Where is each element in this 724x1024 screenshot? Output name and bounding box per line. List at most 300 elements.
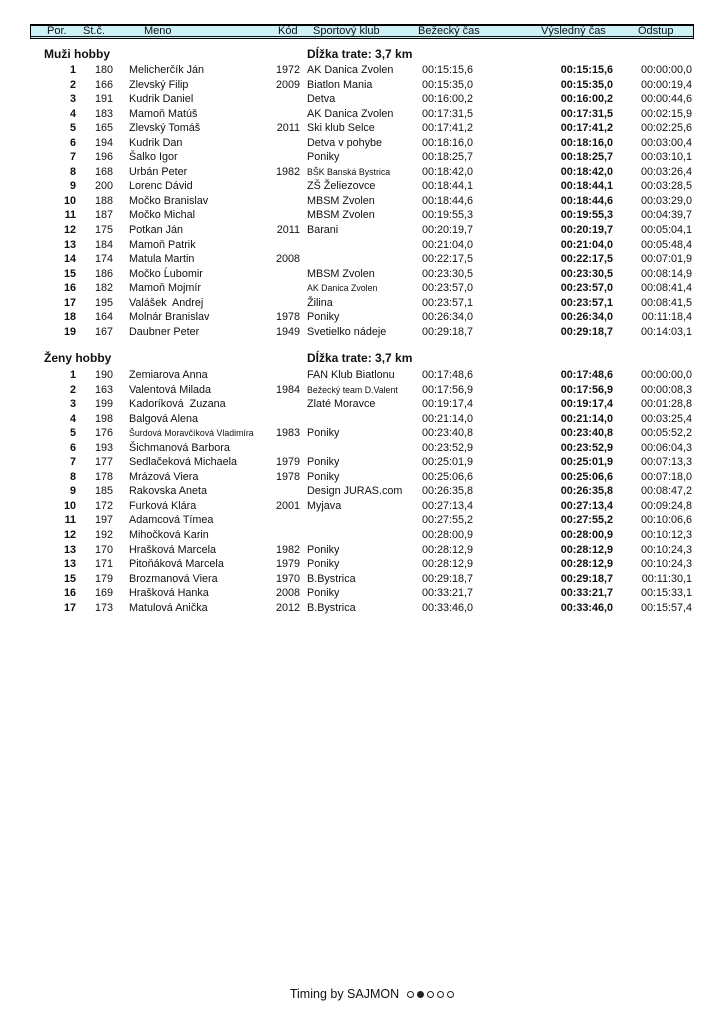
cell-club: Poniky bbox=[307, 587, 340, 600]
cell-bib-number: 172 bbox=[94, 499, 113, 512]
cell-final-time: 00:17:56,9 bbox=[560, 383, 613, 396]
cell-run-time: 00:27:13,4 bbox=[422, 499, 474, 512]
cell-position: 11 bbox=[64, 209, 76, 222]
cell-final-time: 00:23:30,5 bbox=[560, 267, 613, 280]
cell-final-time: 00:29:18,7 bbox=[560, 572, 613, 585]
cell-club: Poniky bbox=[307, 311, 340, 324]
table-row bbox=[0, 63, 724, 78]
cell-run-time: 00:25:06,6 bbox=[422, 470, 474, 483]
cell-bib-number: 196 bbox=[94, 151, 113, 164]
cell-name: Mamoň Patrik bbox=[129, 238, 196, 251]
cell-name: Mrázová Viera bbox=[129, 470, 199, 483]
cell-name: Potkan Ján bbox=[129, 224, 184, 237]
cell-name: Šurdová Moravčíková Vladimíra bbox=[129, 428, 254, 439]
cell-bib-number: 185 bbox=[94, 485, 113, 498]
cell-run-time: 00:25:01,9 bbox=[422, 456, 474, 469]
table-row bbox=[0, 383, 724, 398]
cell-club: MBSM Zvolen bbox=[307, 267, 375, 280]
cell-final-time: 00:23:57,0 bbox=[560, 282, 613, 295]
column-header-position: Por. bbox=[47, 25, 67, 37]
cell-bib-number: 198 bbox=[94, 412, 113, 425]
table-row bbox=[0, 267, 724, 282]
cell-name: Zemiarova Anna bbox=[129, 369, 208, 381]
cell-gap: 00:08:41,5 bbox=[640, 296, 692, 309]
cell-run-time: 00:28:00,9 bbox=[422, 529, 474, 542]
cell-name: Rakovska Aneta bbox=[129, 485, 208, 498]
cell-run-time: 00:26:34,0 bbox=[422, 311, 474, 324]
cell-final-time: 00:18:16,0 bbox=[560, 136, 613, 149]
table-row bbox=[0, 107, 724, 122]
cell-name: Šalko Igor bbox=[129, 151, 178, 164]
section-distance: Dĺžka trate: 3,7 km bbox=[307, 351, 413, 365]
cell-gap: 00:00:44,6 bbox=[640, 93, 692, 106]
cell-gap: 00:07:01,9 bbox=[640, 253, 692, 266]
cell-final-time: 00:28:12,9 bbox=[560, 543, 613, 556]
column-header-run-time: Bežecký čas bbox=[418, 25, 480, 37]
cell-club: AK Danica Zvolen bbox=[307, 107, 394, 120]
cell-position: 10 bbox=[63, 499, 76, 512]
cell-bib-number: 199 bbox=[94, 398, 113, 411]
cell-name: Daubner Peter bbox=[129, 325, 200, 338]
cell-bib-number: 183 bbox=[94, 107, 113, 120]
cell-club: Poniky bbox=[307, 427, 340, 440]
cell-run-time: 00:29:18,7 bbox=[422, 325, 474, 338]
cell-club: Žilina bbox=[307, 296, 333, 309]
cell-position: 1 bbox=[69, 369, 76, 381]
cell-final-time: 00:18:42,0 bbox=[560, 165, 613, 178]
cell-bib-number: 188 bbox=[94, 194, 113, 207]
cell-position: 14 bbox=[63, 253, 76, 266]
cell-run-time: 00:29:18,7 bbox=[422, 572, 474, 585]
cell-bib-number: 171 bbox=[94, 558, 113, 571]
cell-year-code: 2011 bbox=[276, 224, 300, 237]
cell-bib-number: 166 bbox=[94, 78, 113, 91]
cell-bib-number: 173 bbox=[94, 601, 113, 614]
cell-club: Detva v pohybe bbox=[307, 136, 383, 149]
cell-bib-number: 179 bbox=[94, 572, 113, 585]
cell-year-code: 1970 bbox=[275, 572, 300, 585]
cell-final-time: 00:18:25,7 bbox=[560, 151, 613, 164]
cell-position: 7 bbox=[69, 151, 76, 164]
table-row bbox=[0, 78, 724, 93]
cell-bib-number: 182 bbox=[94, 282, 113, 295]
cell-position: 16 bbox=[63, 587, 76, 600]
cell-bib-number: 194 bbox=[94, 136, 113, 149]
cell-final-time: 00:33:46,0 bbox=[560, 601, 613, 614]
cell-run-time: 00:19:17,4 bbox=[422, 398, 474, 411]
cell-club: Poniky bbox=[307, 456, 340, 469]
table-row bbox=[0, 499, 724, 514]
cell-name: Urbán Peter bbox=[129, 165, 188, 178]
cell-gap: 00:03:00,4 bbox=[640, 136, 692, 149]
cell-final-time: 00:27:13,4 bbox=[560, 499, 613, 512]
cell-final-time: 00:27:55,2 bbox=[560, 514, 613, 527]
cell-run-time: 00:23:57,1 bbox=[422, 296, 474, 309]
cell-position: 18 bbox=[63, 311, 76, 324]
cell-gap: 00:10:24,3 bbox=[640, 558, 692, 571]
cell-position: 17 bbox=[63, 296, 76, 309]
cell-final-time: 00:22:17,5 bbox=[560, 253, 613, 266]
cell-club: Detva bbox=[307, 93, 336, 106]
cell-bib-number: 174 bbox=[94, 253, 113, 266]
cell-year-code: 1979 bbox=[275, 558, 300, 571]
cell-gap: 00:00:00,0 bbox=[640, 369, 692, 381]
table-row bbox=[0, 455, 724, 470]
cell-position: 11 bbox=[64, 514, 76, 527]
cell-run-time: 00:23:57,0 bbox=[422, 282, 474, 295]
cell-bib-number: 167 bbox=[94, 325, 113, 338]
cell-gap: 00:05:52,2 bbox=[640, 427, 692, 440]
cell-name: Melicherčík Ján bbox=[129, 64, 205, 76]
pagination-dots bbox=[407, 991, 454, 998]
cell-club: Svetielko nádeje bbox=[307, 325, 387, 338]
cell-bib-number: 163 bbox=[94, 383, 113, 396]
cell-gap: 00:03:28,5 bbox=[640, 180, 692, 193]
table-row bbox=[0, 601, 724, 616]
cell-bib-number: 186 bbox=[94, 267, 113, 280]
cell-name: Valášek Andrej bbox=[129, 296, 204, 309]
cell-year-code: 2001 bbox=[275, 499, 300, 512]
cell-gap: 00:11:18,4 bbox=[641, 311, 692, 324]
table-row bbox=[0, 238, 724, 253]
cell-gap: 00:02:15,9 bbox=[640, 107, 692, 120]
column-header-final-time: Výsledný čas bbox=[541, 25, 606, 37]
cell-position: 2 bbox=[69, 383, 76, 396]
table-row bbox=[0, 136, 724, 151]
cell-name: Adamcová Tímea bbox=[129, 514, 214, 527]
table-row bbox=[0, 165, 724, 180]
cell-final-time: 00:23:52,9 bbox=[560, 441, 613, 454]
cell-gap: 00:11:30,1 bbox=[641, 572, 692, 585]
cell-name: Sedlačeková Michaela bbox=[129, 456, 238, 469]
cell-bib-number: 197 bbox=[94, 514, 113, 527]
cell-year-code: 2009 bbox=[275, 78, 300, 91]
cell-club: ZŠ Želiezovce bbox=[307, 180, 376, 193]
table-row bbox=[0, 586, 724, 601]
table-row bbox=[0, 368, 724, 383]
cell-run-time: 00:23:30,5 bbox=[422, 267, 474, 280]
cell-gap: 00:08:14,9 bbox=[640, 267, 692, 280]
cell-year-code: 1979 bbox=[275, 456, 300, 469]
cell-run-time: 00:18:25,7 bbox=[422, 151, 474, 164]
cell-name: Kudrik Daniel bbox=[129, 93, 194, 106]
cell-position: 3 bbox=[69, 93, 76, 106]
cell-name: Zlevský Filip bbox=[129, 78, 189, 91]
cell-year-code: 2008 bbox=[275, 587, 300, 600]
cell-year-code: 2008 bbox=[275, 253, 300, 266]
table-row bbox=[0, 92, 724, 107]
cell-gap: 00:03:25,4 bbox=[640, 412, 692, 425]
table-row bbox=[0, 484, 724, 499]
table-row bbox=[0, 194, 724, 209]
cell-bib-number: 178 bbox=[94, 470, 113, 483]
cell-name: Močko Ĺubomir bbox=[129, 267, 203, 280]
cell-position: 9 bbox=[69, 180, 76, 193]
table-row bbox=[0, 310, 724, 325]
cell-bib-number: 176 bbox=[94, 427, 113, 440]
cell-final-time: 00:19:55,3 bbox=[560, 209, 613, 222]
cell-bib-number: 192 bbox=[94, 529, 113, 542]
cell-club: Biatlon Mania bbox=[307, 78, 373, 91]
column-header-gap: Odstup bbox=[638, 25, 674, 37]
cell-bib-number: 200 bbox=[94, 180, 113, 193]
table-row bbox=[0, 513, 724, 528]
cell-club: FAN Klub Biatlonu bbox=[307, 369, 395, 381]
cell-run-time: 00:18:44,1 bbox=[422, 180, 474, 193]
cell-run-time: 00:26:35,8 bbox=[422, 485, 474, 498]
cell-position: 3 bbox=[69, 398, 76, 411]
cell-run-time: 00:18:16,0 bbox=[422, 136, 474, 149]
cell-position: 5 bbox=[69, 122, 76, 135]
cell-name: Lorenc Dávid bbox=[129, 180, 193, 193]
cell-club: Poniky bbox=[307, 558, 340, 571]
footer bbox=[10, 985, 724, 1003]
table-row bbox=[0, 150, 724, 165]
dot-empty-icon bbox=[447, 991, 454, 998]
column-header-club: Športový klub bbox=[313, 25, 380, 37]
cell-gap: 00:15:57,4 bbox=[640, 601, 692, 614]
cell-position: 6 bbox=[69, 441, 76, 454]
cell-year-code: 1984 bbox=[275, 383, 300, 396]
cell-final-time: 00:26:34,0 bbox=[560, 311, 613, 324]
cell-final-time: 00:33:21,7 bbox=[560, 587, 613, 600]
cell-gap: 00:03:26,4 bbox=[640, 165, 692, 178]
cell-bib-number: 193 bbox=[94, 441, 113, 454]
cell-year-code: 1982 bbox=[275, 165, 300, 178]
table-row bbox=[0, 412, 724, 427]
cell-name: Matula Martin bbox=[129, 253, 195, 266]
cell-bib-number: 187 bbox=[94, 209, 113, 222]
table-row bbox=[0, 223, 724, 238]
cell-final-time: 00:19:17,4 bbox=[560, 398, 613, 411]
cell-bib-number: 170 bbox=[94, 543, 113, 556]
cell-year-code: 1978 bbox=[275, 470, 300, 483]
cell-club: Myjava bbox=[307, 499, 342, 512]
cell-run-time: 00:20:19,7 bbox=[422, 224, 474, 237]
table-row bbox=[0, 557, 724, 572]
cell-club: BŠK Banská Bystrica bbox=[307, 166, 391, 177]
cell-bib-number: 169 bbox=[94, 587, 113, 600]
cell-run-time: 00:17:48,6 bbox=[422, 369, 474, 381]
table-row bbox=[0, 325, 724, 340]
cell-run-time: 00:33:21,7 bbox=[422, 587, 474, 600]
section-title: Muži hobby bbox=[44, 47, 110, 61]
cell-club: B.Bystrica bbox=[307, 601, 356, 614]
cell-club: Poniky bbox=[307, 151, 340, 164]
cell-run-time: 00:16:00,2 bbox=[422, 93, 474, 106]
cell-run-time: 00:18:44,6 bbox=[422, 194, 474, 207]
cell-position: 6 bbox=[69, 136, 76, 149]
timing-credit-text: Timing by SAJMON bbox=[289, 987, 400, 1001]
cell-bib-number: 165 bbox=[94, 122, 113, 135]
table-header bbox=[30, 24, 694, 39]
cell-club: B.Bystrica bbox=[307, 572, 356, 585]
cell-run-time: 00:17:31,5 bbox=[422, 107, 474, 120]
cell-gap: 00:10:06,6 bbox=[640, 514, 692, 527]
cell-position: 4 bbox=[69, 412, 76, 425]
cell-gap: 00:05:04,1 bbox=[640, 224, 692, 237]
cell-name: Šichmanová Barbora bbox=[129, 441, 230, 454]
cell-name: Zlevský Tomáš bbox=[129, 122, 201, 135]
cell-club: MBSM Zvolen bbox=[307, 194, 375, 207]
cell-gap: 00:08:47,2 bbox=[640, 485, 692, 498]
cell-gap: 00:00:00,0 bbox=[640, 64, 692, 76]
table-row bbox=[0, 572, 724, 587]
table-row bbox=[0, 252, 724, 267]
cell-run-time: 00:15:15,6 bbox=[422, 64, 474, 76]
cell-run-time: 00:23:40,8 bbox=[422, 427, 474, 440]
cell-name: Brozmanová Viera bbox=[129, 572, 218, 585]
cell-position: 12 bbox=[63, 529, 76, 542]
cell-gap: 00:07:18,0 bbox=[640, 470, 692, 483]
table-row bbox=[0, 470, 724, 485]
cell-bib-number: 191 bbox=[94, 93, 113, 106]
cell-final-time: 00:17:31,5 bbox=[560, 107, 613, 120]
cell-final-time: 00:21:14,0 bbox=[560, 412, 613, 425]
cell-bib-number: 184 bbox=[94, 238, 113, 251]
cell-position: 1 bbox=[69, 64, 76, 76]
cell-final-time: 00:20:19,7 bbox=[560, 224, 613, 237]
cell-run-time: 00:17:56,9 bbox=[422, 383, 474, 396]
cell-run-time: 00:28:12,9 bbox=[422, 543, 474, 556]
cell-gap: 00:06:04,3 bbox=[640, 441, 692, 454]
cell-name: Valentová Milada bbox=[129, 383, 212, 396]
cell-gap: 00:08:41,4 bbox=[640, 282, 692, 295]
cell-final-time: 00:25:06,6 bbox=[560, 470, 613, 483]
table-row bbox=[0, 528, 724, 543]
cell-run-time: 00:23:52,9 bbox=[422, 441, 474, 454]
table-row bbox=[0, 296, 724, 311]
cell-final-time: 00:23:40,8 bbox=[560, 427, 613, 440]
cell-club: AK Danica Zvolen bbox=[307, 283, 378, 294]
cell-bib-number: 177 bbox=[94, 456, 113, 469]
cell-final-time: 00:15:35,0 bbox=[560, 78, 613, 91]
cell-gap: 00:10:24,3 bbox=[640, 543, 692, 556]
cell-run-time: 00:17:41,2 bbox=[422, 122, 474, 135]
cell-gap: 00:04:39,7 bbox=[640, 209, 692, 222]
cell-final-time: 00:18:44,6 bbox=[560, 194, 613, 207]
cell-position: 13 bbox=[63, 558, 76, 571]
cell-final-time: 00:26:35,8 bbox=[560, 485, 613, 498]
cell-gap: 00:03:10,1 bbox=[640, 151, 692, 164]
column-header-year-code: Kód bbox=[278, 25, 298, 37]
section-title: Ženy hobby bbox=[44, 351, 112, 365]
section-distance: Dĺžka trate: 3,7 km bbox=[307, 47, 413, 61]
cell-final-time: 00:25:01,9 bbox=[560, 456, 613, 469]
cell-final-time: 00:29:18,7 bbox=[560, 325, 613, 338]
cell-year-code: 1983 bbox=[275, 427, 300, 440]
cell-run-time: 00:21:04,0 bbox=[422, 238, 474, 251]
cell-position: 4 bbox=[69, 107, 76, 120]
cell-gap: 00:05:48,4 bbox=[640, 238, 692, 251]
cell-run-time: 00:21:14,0 bbox=[422, 412, 474, 425]
dot-empty-icon bbox=[427, 991, 434, 998]
cell-gap: 00:14:03,1 bbox=[640, 325, 692, 338]
cell-bib-number: 180 bbox=[94, 64, 113, 76]
cell-club: Barani bbox=[307, 224, 339, 237]
cell-position: 5 bbox=[69, 427, 76, 440]
dot-empty-icon bbox=[437, 991, 444, 998]
cell-position: 15 bbox=[63, 267, 76, 280]
cell-position: 8 bbox=[69, 165, 76, 178]
cell-position: 2 bbox=[69, 78, 76, 91]
table-row bbox=[0, 441, 724, 456]
dot-filled-icon bbox=[417, 991, 424, 998]
cell-club: AK Danica Zvolen bbox=[307, 64, 394, 76]
table-row bbox=[0, 179, 724, 194]
table-row bbox=[0, 543, 724, 558]
cell-position: 12 bbox=[63, 224, 76, 237]
dot-empty-icon bbox=[407, 991, 414, 998]
cell-name: Molnár Branislav bbox=[129, 311, 210, 324]
cell-bib-number: 164 bbox=[94, 311, 113, 324]
cell-bib-number: 190 bbox=[94, 369, 113, 381]
cell-final-time: 00:28:12,9 bbox=[560, 558, 613, 571]
cell-position: 9 bbox=[69, 485, 76, 498]
cell-position: 16 bbox=[63, 282, 76, 295]
cell-gap: 00:10:12,3 bbox=[640, 529, 692, 542]
cell-year-code: 1978 bbox=[275, 311, 300, 324]
cell-year-code: 1982 bbox=[275, 543, 300, 556]
cell-name: Hrašková Hanka bbox=[129, 587, 209, 600]
column-header-name: Meno bbox=[144, 25, 172, 37]
cell-final-time: 00:28:00,9 bbox=[560, 529, 613, 542]
cell-gap: 00:00:19,4 bbox=[640, 78, 692, 91]
cell-club: Zlaté Moravce bbox=[307, 398, 376, 411]
cell-position: 8 bbox=[69, 470, 76, 483]
cell-final-time: 00:23:57,1 bbox=[560, 296, 613, 309]
cell-name: Močko Michal bbox=[129, 209, 195, 222]
table-row bbox=[0, 281, 724, 296]
cell-name: Hrašková Marcela bbox=[129, 543, 217, 556]
cell-year-code: 2011 bbox=[276, 122, 300, 135]
table-row bbox=[0, 121, 724, 136]
table-row bbox=[0, 208, 724, 223]
cell-run-time: 00:22:17,5 bbox=[422, 253, 474, 266]
cell-club: Poniky bbox=[307, 470, 340, 483]
table-row bbox=[0, 397, 724, 412]
cell-gap: 00:02:25,6 bbox=[640, 122, 692, 135]
cell-name: Kadoríková Zuzana bbox=[129, 398, 226, 411]
cell-year-code: 1972 bbox=[275, 64, 300, 76]
cell-position: 7 bbox=[69, 456, 76, 469]
cell-name: Furková Klára bbox=[129, 499, 197, 512]
cell-name: Pitoňáková Marcela bbox=[129, 558, 224, 571]
cell-gap: 00:00:08,3 bbox=[640, 383, 692, 396]
cell-position: 15 bbox=[63, 572, 76, 585]
cell-club: Ski klub Selce bbox=[307, 122, 375, 135]
cell-name: Kudrik Dan bbox=[129, 136, 183, 149]
cell-run-time: 00:19:55,3 bbox=[422, 209, 474, 222]
cell-name: Močko Branislav bbox=[129, 194, 209, 207]
results-rows-women bbox=[0, 368, 724, 615]
cell-run-time: 00:27:55,2 bbox=[422, 514, 474, 527]
section-header-men bbox=[0, 48, 724, 62]
cell-final-time: 00:18:44,1 bbox=[560, 180, 613, 193]
cell-bib-number: 175 bbox=[94, 224, 113, 237]
cell-final-time: 00:16:00,2 bbox=[560, 93, 613, 106]
cell-club: Poniky bbox=[307, 543, 340, 556]
cell-gap: 00:01:28,8 bbox=[640, 398, 692, 411]
cell-position: 19 bbox=[63, 325, 76, 338]
table-row bbox=[0, 426, 724, 441]
cell-name: Balgová Alena bbox=[129, 412, 199, 425]
cell-bib-number: 168 bbox=[94, 165, 113, 178]
cell-gap: 00:09:24,8 bbox=[640, 499, 692, 512]
cell-club: Bežecký team D.Valent bbox=[307, 384, 398, 395]
cell-name: Mamoň Mojmír bbox=[129, 282, 201, 295]
cell-name: Mihočková Karin bbox=[129, 529, 209, 542]
